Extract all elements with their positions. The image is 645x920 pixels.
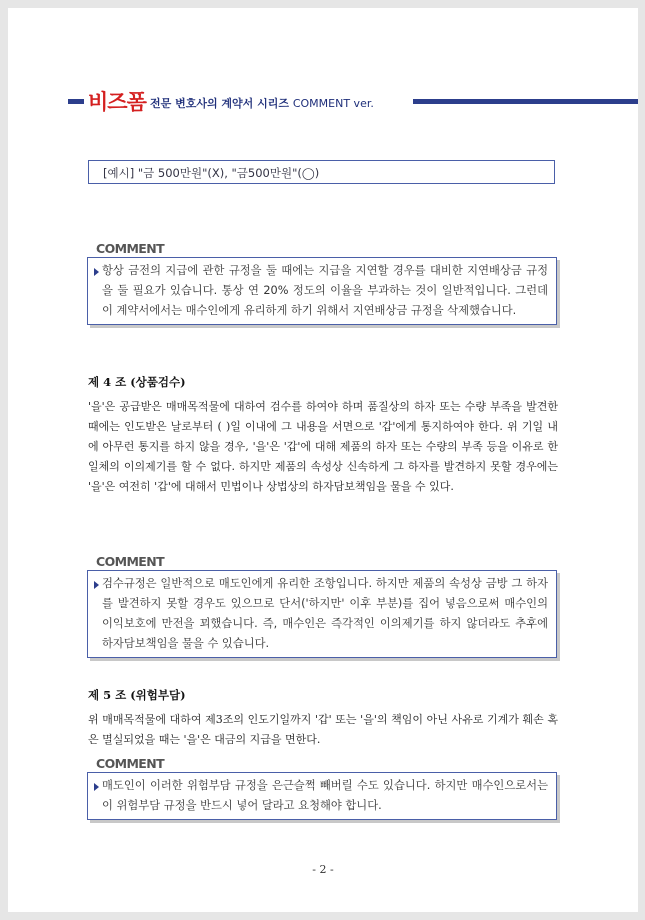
document-page xyxy=(8,8,638,912)
page-number: - 2 - xyxy=(312,863,334,876)
header-rule-left xyxy=(68,99,84,104)
brand-logo: 비즈폼 xyxy=(88,90,146,114)
article-title: 제 4 조 (상품검수) xyxy=(88,375,186,389)
comment-box xyxy=(87,772,557,820)
comment-label: COMMENT xyxy=(96,554,165,569)
triangle-bullet-icon xyxy=(94,581,99,589)
comment-text: 검수규정은 일반적으로 매도인에게 유리한 조항입니다. 하지만 제품의 속성상 금방 그 하자를 발견하지 못할 경우도 있으므로 단서('하지만' 이후 부분)를 집어 넣음으로써 매수인의 이익보호에 만전을 꾀했습니다. 즉, 매수인은 즉각적인 이의제기를 하지 않더라도 추후에 하자담보책임을 물을 수 있습니다. xyxy=(102,577,548,650)
comment-label: COMMENT xyxy=(96,241,165,256)
triangle-bullet-icon xyxy=(94,783,99,791)
series-title xyxy=(150,95,374,111)
article-body: 위 매매목적물에 대하여 제3조의 인도기일까지 '갑' 또는 '을'의 책임이 아닌 사유로 기계가 훼손 혹은 멸실되었을 때는 '을'은 대금의 지급을 면한다. xyxy=(88,713,558,746)
triangle-bullet-icon xyxy=(94,268,99,276)
comment-box xyxy=(87,257,557,325)
page-header xyxy=(8,86,638,116)
header-rule-right xyxy=(413,99,638,104)
example-box xyxy=(88,160,555,184)
comment-box xyxy=(87,570,557,658)
article-body: '을'은 공급받은 매매목적물에 대하여 검수를 하여야 하며 품질상의 하자 또는 수량 부족을 발견한 때에는 인도받은 날로부터 ( )일 이내에 그 내용을 서면으로 '갑'에게 통지하여야 한다. 위 기일 내에 아무런 통지를 하지 않을 경우, '을'은 '갑'에 대해 제품의 하자 또는 수량의 부족 등을 이유로 한 일체의 이의제기를 할 수 없다. 하지만 제품의 속성상 신속하게 그 하자를 발견하지 못할 경우에는 '을'은 여전히 '갑'에 대해서 민법이나 상법상의 하자담보책임을 물을 수 있다. xyxy=(88,400,558,493)
example-text: [예시] "금 500만원"(X), "금500만원"(◯) xyxy=(103,166,320,180)
series-title-kr: 전문 변호사의 계약서 시리즈 xyxy=(150,97,289,110)
comment-text: 항상 금전의 지급에 관한 규정을 둘 때에는 지급을 지연할 경우를 대비한 지연배상금 규정을 둘 필요가 있습니다. 통상 연 20% 정도의 이율을 부과하는 것이 일반적입니다. 그런데 이 계약서에서는 매수인에게 유리하게 하기 위해서 지연배상금 규정을 삭제했습니다. xyxy=(102,264,548,317)
series-title-en: COMMENT ver. xyxy=(292,97,374,110)
comment-text: 매도인이 이러한 위험부담 규정을 은근슬쩍 빼버릴 수도 있습니다. 하지만 매수인으로서는 이 위험부담 규정을 반드시 넣어 달라고 요청해야 합니다. xyxy=(102,779,548,812)
comment-label: COMMENT xyxy=(96,756,165,771)
article-title: 제 5 조 (위험부담) xyxy=(88,688,186,702)
